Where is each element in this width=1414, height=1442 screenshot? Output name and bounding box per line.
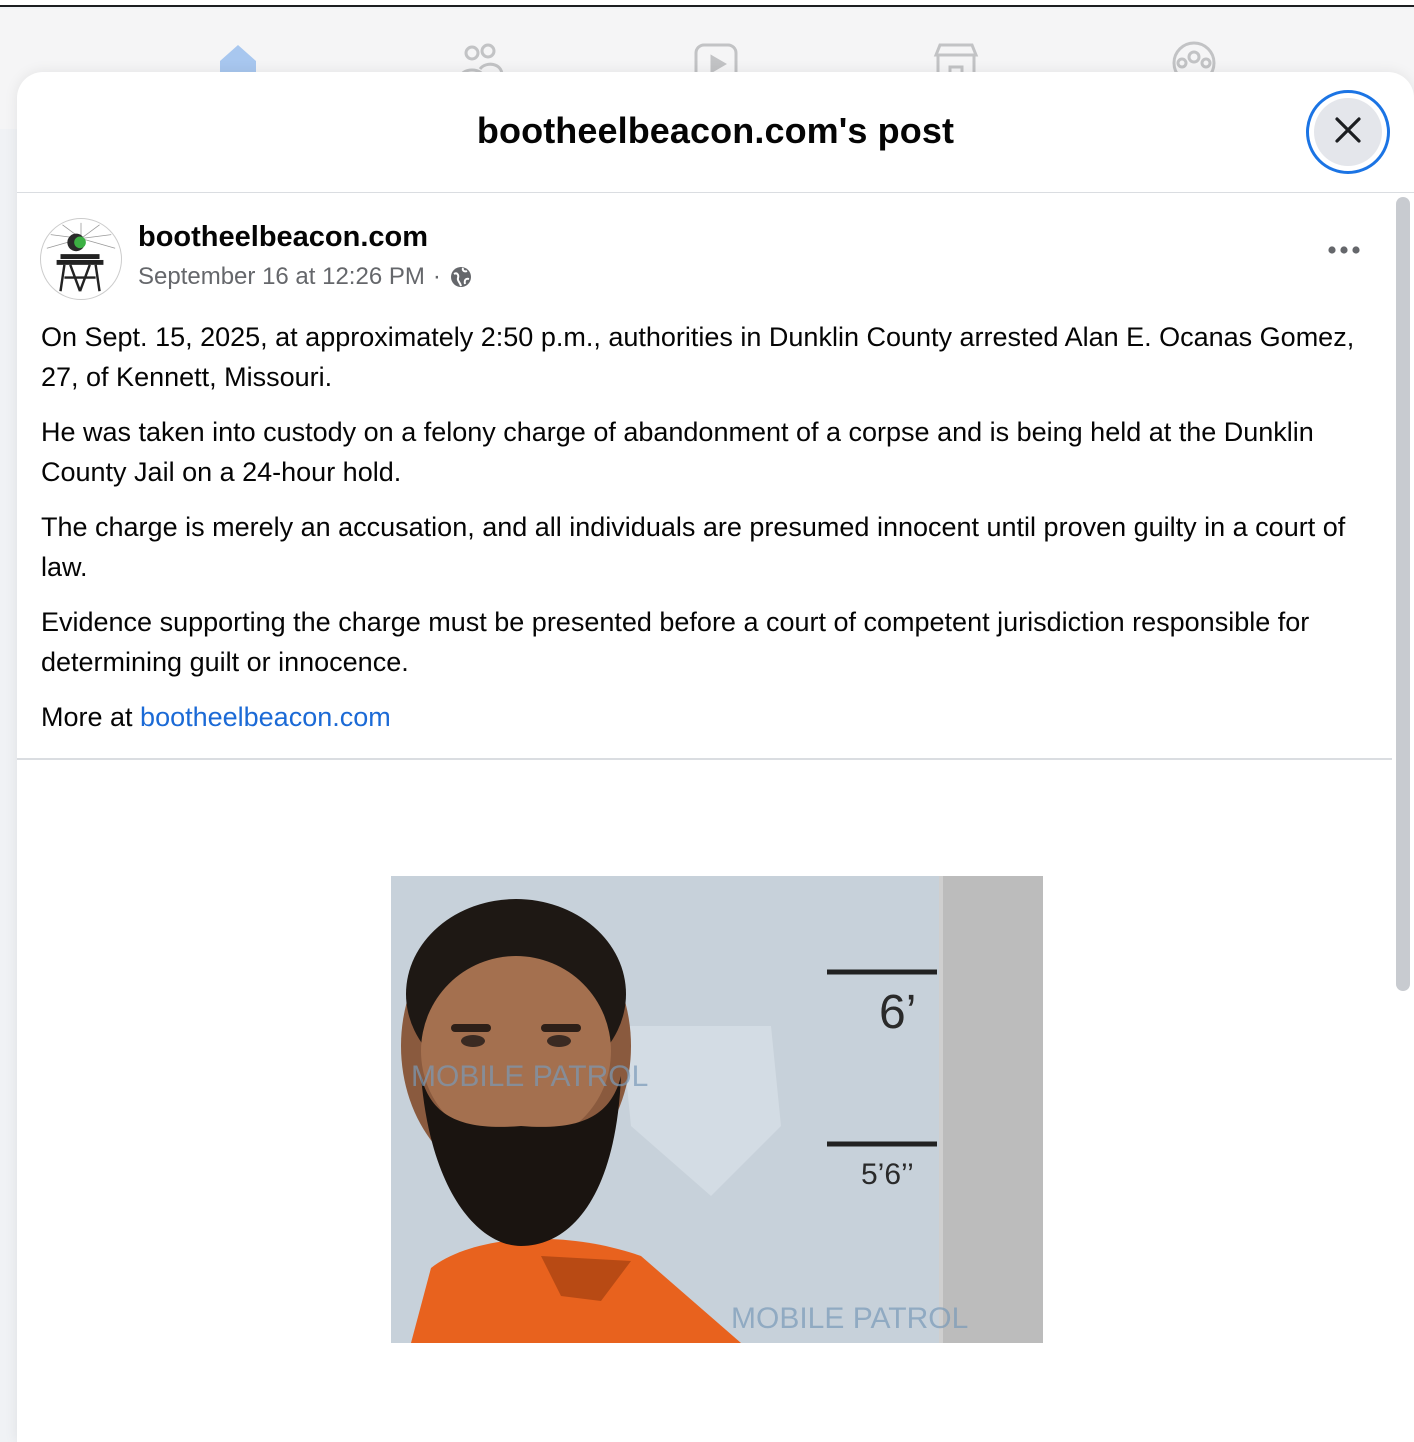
scrollbar-thumb[interactable] bbox=[1396, 197, 1410, 991]
post-meta bbox=[138, 263, 473, 291]
post-options-button[interactable] bbox=[1322, 235, 1366, 267]
post-timestamp[interactable]: September 16 at 12:26 PM bbox=[138, 263, 425, 290]
photo-watermark: MOBILE PATROL bbox=[411, 1060, 649, 1093]
post-header bbox=[17, 193, 1414, 309]
height-mark-5ft6: 5’6’’ bbox=[861, 1158, 914, 1191]
modal-title: bootheelbeacon.com's post bbox=[476, 110, 955, 151]
close-icon bbox=[1332, 114, 1364, 151]
photo-watermark-bottom: MOBILE PATROL bbox=[731, 1302, 969, 1335]
more-link[interactable]: bootheelbeacon.com bbox=[140, 702, 391, 732]
more-prefix: More at bbox=[41, 702, 141, 732]
more-line bbox=[41, 697, 1390, 737]
close-button[interactable] bbox=[1306, 90, 1390, 174]
post-paragraph: Evidence supporting the charge must be presented before a court of competent jurisdiction responsible for determining guilt or innocence. bbox=[41, 607, 1310, 677]
modal-header bbox=[17, 72, 1414, 193]
more-horizontal-icon bbox=[1327, 242, 1361, 260]
height-mark-6ft: 6’ bbox=[879, 986, 917, 1039]
post-photo[interactable] bbox=[391, 876, 1043, 1343]
meta-separator: · bbox=[432, 263, 441, 290]
post-paragraph: The charge is merely an accusation, and all individuals are presumed innocent until proven guilty in a court of law. bbox=[41, 512, 1346, 582]
post-paragraph: He was taken into custody on a felony charge of abandonment of a corpse and is being held at the Dunklin County Jail on a 24-hour hold. bbox=[41, 417, 1314, 487]
post-text bbox=[17, 309, 1414, 737]
page-avatar[interactable] bbox=[40, 218, 122, 300]
globe-icon bbox=[449, 265, 473, 289]
post-paragraph: On Sept. 15, 2025, at approximately 2:50 p.m., authorities in Dunklin County arrested Alan E. Ocanas Gomez, 27, of Kennett, Missouri. bbox=[41, 322, 1355, 392]
post-author[interactable]: bootheelbeacon.com bbox=[138, 221, 429, 253]
post-divider bbox=[17, 758, 1392, 760]
window-top-edge bbox=[0, 0, 1414, 7]
post-modal bbox=[17, 72, 1414, 1442]
